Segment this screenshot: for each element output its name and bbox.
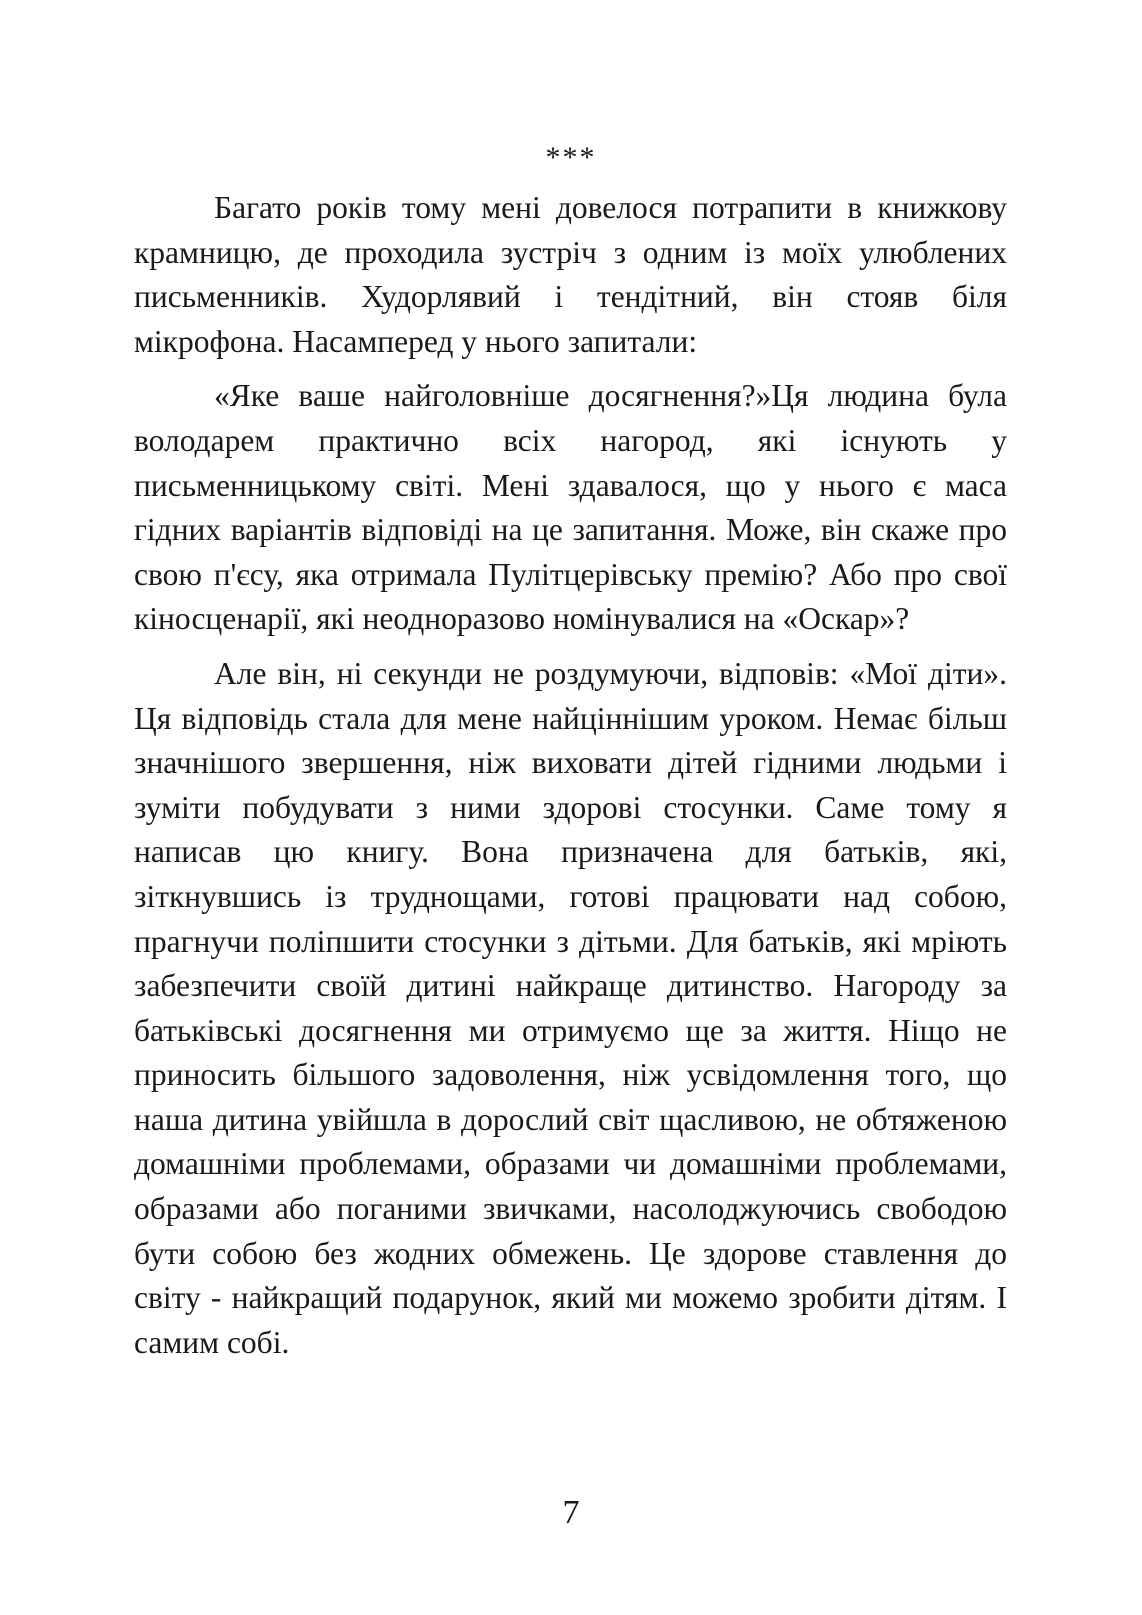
section-separator: *** [545,141,597,174]
page-number: 7 [562,1494,580,1531]
paragraph-2: «Яке ваше найголовніше досягнення?»Ця людина була володарем практично всіх нагород, які існують у письменницькому світі. Мені здавалося, що у нього є маса гідних варіантів відповіді на це запитання. Може, він скаже про свою п'єсу, яка отримала Пулітцерівську премію? Або про свої кіносценарії, які неодноразово номінувалися на «Оскар»? [134,378,1007,637]
paragraph-3: Але він, ні секунди не роздумуючи, відповів: «Мої діти». Ця відповідь стала для мене найціннішим уроком. Немає більш значнішого звершення, ніж виховати дітей гідними людьми і зуміти побудувати з ними здорові стосунки. Саме тому я написав цю книгу. Вона призначена для батьків, які, зіткнувшись із труднощами, готові працювати над собою, прагнучи поліпшити стосунки з дітьми. Для батьків, які мріють забезпечити своїй дитині найкраще дитинство. Нагороду за батьківські досягнення ми отримуємо ще за життя. Ніщо не приносить більшого задоволення, ніж усвідомлення того, що наша дитина увійшла в дорослий світ щасливою, не обтяженою домашніми проблемами, образами чи домашніми проблемами, образами або поганими звичками, насолоджуючись свободою бути собою без жодних обмежень. Це здорове ставлення до світу - найкращий подарунок, який ми можемо зробити дітям. І самим собі. [134,655,1007,1360]
paragraph-1: Багато років тому мені довелося потрапити в книжкову крамницю, де проходила зустріч з одним із моїх улюблених письменників. Худорлявий і тендітний, він стояв біля мікрофона. Насамперед у нього запитали: [134,190,1007,359]
body-text [134,186,1007,1375]
